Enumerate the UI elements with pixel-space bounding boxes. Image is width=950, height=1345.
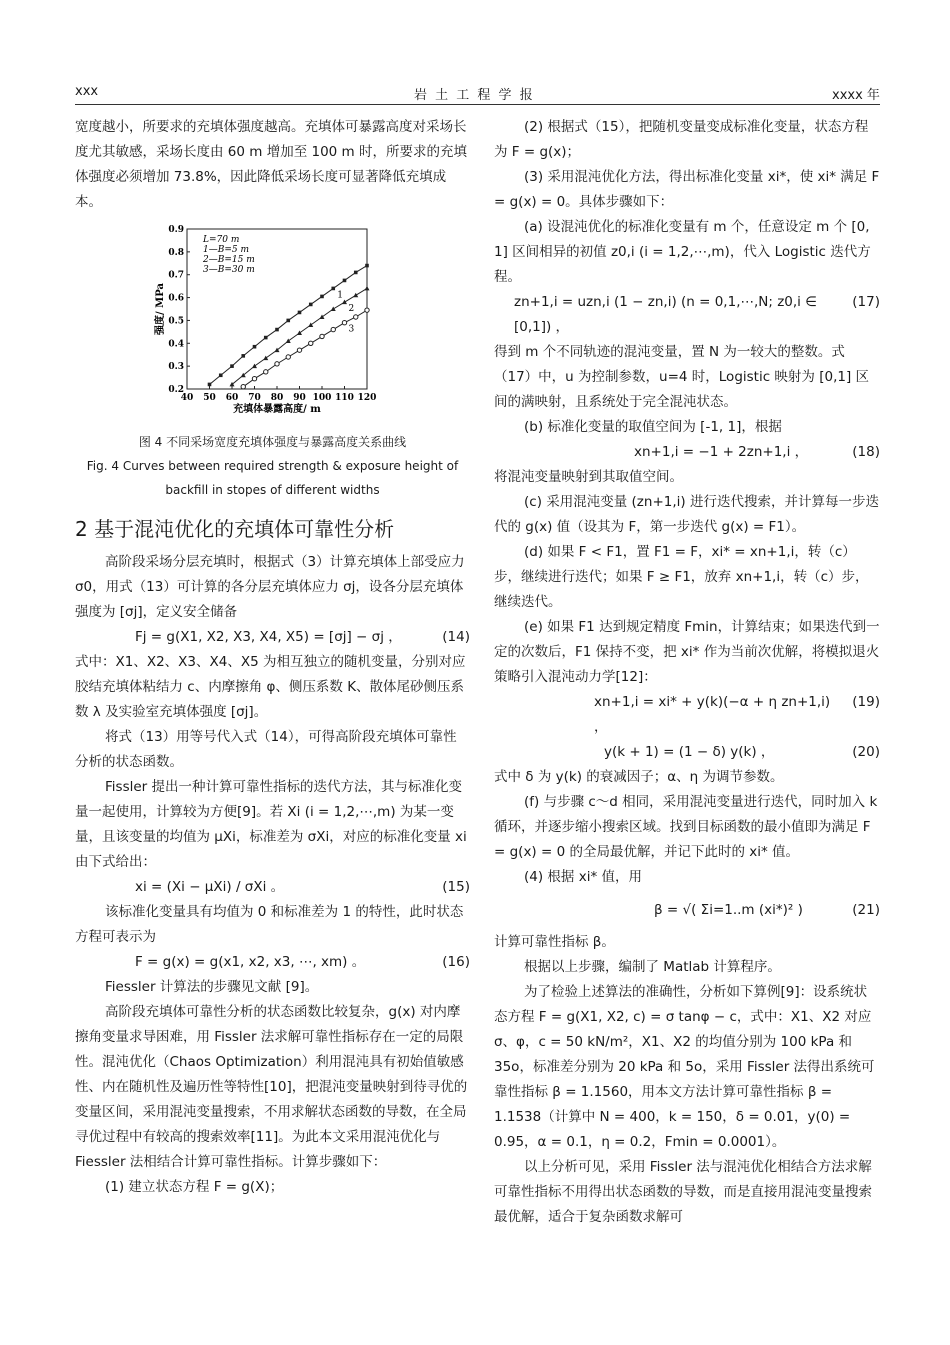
paragraph: (4) 根据 xi* 值，用 xyxy=(524,869,642,885)
data-point xyxy=(241,354,245,358)
equation-number: (21) xyxy=(852,902,880,918)
series-label: 3 xyxy=(348,324,355,335)
paragraph: 该标准化变量具有均值为 0 和标准差为 1 的特性，此时状态方程可表示为 xyxy=(75,904,464,945)
data-point xyxy=(298,311,302,315)
paragraph: (b) 标准化变量的取值空间为 [-1, 1]，根据 xyxy=(524,419,782,435)
data-point xyxy=(320,295,324,299)
data-point xyxy=(286,355,290,359)
equation-body: xi = (Xi − μXi) / σXi 。 xyxy=(135,879,285,895)
equation-number: (19) xyxy=(852,694,880,710)
figure-4 xyxy=(75,221,470,430)
paragraph: 将混沌变量映射到其取值空间。 xyxy=(494,469,683,485)
equation-15 xyxy=(75,875,470,900)
data-point xyxy=(331,307,336,312)
paragraph: 得到 m 个不同轨迹的混沌变量，置 N 为一较大的整数。式（17）中，u 为控制参数，u=4 时，Logistic 映射为 [0,1] 区间的满映射，且系统处于完全混沌状态。 xyxy=(494,344,870,410)
x-tick-label: 110 xyxy=(335,393,354,403)
figure-caption-cn: 图 4 不同采场宽度充填体强度与暴露高度关系曲线 xyxy=(138,435,407,449)
equation-17 xyxy=(494,290,880,340)
data-point xyxy=(208,383,212,387)
paragraph: (e) 如果 F1 达到规定精度 Fmin，计算结束；如果迭代到一定的次数后，F1 保持不变，把 xi* 作为当前次优解，将模拟退火策略引入混沌动力学[12]： xyxy=(494,619,880,685)
x-tick-label: 120 xyxy=(357,393,377,403)
equation-16 xyxy=(75,950,470,975)
right-column xyxy=(494,115,880,1230)
y-tick-label: 0.6 xyxy=(168,293,184,304)
paragraph: (a) 设混沌优化的标准化变量有 m 个，任意设定 m 个 [0, 1] 区间相异的初值 z0,i (i = 1,2,⋯,m)，代入 Logistic 迭代方程。 xyxy=(494,219,871,285)
header-year: xxxx 年 xyxy=(832,88,880,103)
equation-number: (20) xyxy=(852,744,880,760)
series-2-line xyxy=(232,288,367,384)
data-point xyxy=(286,319,290,323)
data-point xyxy=(264,336,268,340)
paragraph: (1) 建立状态方程 F = g(X)； xyxy=(105,1179,284,1195)
paragraph: (f) 与步骤 c～d 相同，采用混沌变量进行迭代，同时加入 k 循环，并逐步缩小搜索区域。找到目标函数的最小值即为满足 F = g(x) = 0 的全局最优解，并记下此时的 xi* 值。 xyxy=(494,794,878,860)
paragraph: 将式（13）用等号代入式（14），可得高阶段充填体可靠性分析的状态函数。 xyxy=(75,729,457,770)
figure-caption-en: Fig. 4 Curves between required strength & exposure height of backfill in stopes of different widths xyxy=(86,459,459,497)
paragraph: 以上分析可见，采用 Fissler 法与混沌优化相结合方法求解可靠性指标不用得出状态函数的导数，而是直接用混沌变量搜索最优解，适合于复杂函数求解可 xyxy=(494,1159,872,1225)
data-point xyxy=(343,279,347,283)
x-tick-label: 100 xyxy=(312,393,332,403)
x-tick-label: 50 xyxy=(203,393,216,403)
data-point xyxy=(219,373,223,377)
paragraph: 宽度越小，所要求的充填体强度越高。充填体可暴露高度对采场长度尤其敏感，采场长度由 60 m 增加至 100 m 时，所要求的充填体强度必须增加 73.8%，因此降低采场长度可显著降低充填成本。 xyxy=(75,119,467,210)
equation-21 xyxy=(494,890,880,930)
y-tick-label: 0.2 xyxy=(168,385,184,395)
header-rule xyxy=(75,104,880,105)
equation-18 xyxy=(494,440,880,465)
equation-number: (18) xyxy=(852,444,880,460)
series-label: 2 xyxy=(348,304,355,315)
paragraph: 式中：X1、X2、X3、X4、X5 为相互独立的随机变量，分别对应胶结充填体粘结力 c、内摩擦角 φ、侧压系数 K、散体尾砂侧压系数 λ 及实验室充填体强度 [σj]。 xyxy=(75,654,466,720)
data-point xyxy=(331,327,335,331)
paragraph: 式中 δ 为 y(k) 的衰减因子；α、η 为调节参数。 xyxy=(494,769,784,785)
data-point xyxy=(365,286,370,291)
equation-body: xn+1,i = −1 + 2zn+1,i ， xyxy=(634,444,809,460)
equation-number: (17) xyxy=(852,294,880,310)
data-point xyxy=(354,271,358,275)
equation-20 xyxy=(494,740,880,765)
header-journal: 岩 土 工 程 学 报 xyxy=(414,88,535,103)
y-tick-label: 0.3 xyxy=(168,362,184,373)
data-point xyxy=(342,321,346,325)
data-point xyxy=(365,264,369,268)
paragraph: (2) 根据式（15），把随机变量变成标准化变量，状态方程为 F = g(x)； xyxy=(494,119,869,160)
equation-body: xn+1,i = xi* + y(k)(−α + η zn+1,i) ， xyxy=(594,694,831,735)
paragraph: (d) 如果 F < F1，置 F1 = F，xi* = xn+1,i，转（c）步，继续进行迭代；如果 F ≥ F1，放弃 xn+1,i，转（c）步，继续迭代。 xyxy=(494,544,869,610)
equation-number: (16) xyxy=(442,954,470,970)
equation-body: β = √( Σi=1..m (xi*)² ) xyxy=(654,902,803,918)
equation-14 xyxy=(75,625,470,650)
data-point xyxy=(353,293,358,298)
legend-entry: 2—B=15 m xyxy=(203,255,255,265)
equation-19 xyxy=(494,690,880,740)
equation-number: (15) xyxy=(442,879,470,895)
x-tick-label: 70 xyxy=(248,393,261,403)
header-left: xxx xyxy=(75,84,99,99)
section-title: 2 基于混沌优化的充填体可靠性分析 xyxy=(75,517,395,541)
y-tick-label: 0.8 xyxy=(168,247,184,258)
equation-number: (14) xyxy=(442,629,470,645)
paragraph: 高阶段采场分层充填时，根据式（3）计算充填体上部受应力 σ0，用式（13）可计算的各分层充填体应力 σj，设各分层充填体强度为 [σj]，定义安全储备 xyxy=(75,554,465,620)
legend-entry: 3—B=30 m xyxy=(203,265,255,275)
data-point xyxy=(252,377,256,381)
equation-body: Fj = g(X1, X2, X3, X4, X5) = [σj] − σj ， xyxy=(135,629,402,645)
x-tick-label: 90 xyxy=(293,393,306,403)
x-axis-label: 充填体暴露高度/ m xyxy=(233,404,321,415)
data-point xyxy=(241,385,245,389)
data-point xyxy=(309,341,313,345)
paragraph: 高阶段充填体可靠性分析的状态函数比较复杂，g(x) 对内摩擦角变量求导困难，用 Fissler 法求解可靠性指标存在一定的局限性。混沌优化（Chaos Optimization）利用混沌具有初始值敏感性、内在随机性及遍历性等特性[10]，把混沌变量映射到待寻优的变量区间，采用混沌变量搜索，不用求解状态函数的导数，在全局寻优过程中有较高的搜索效率[11]。为此本文采用混沌优化与 Fiessler 法相结合计算可靠性指标。计算步骤如下： xyxy=(75,1004,468,1170)
data-point xyxy=(275,328,279,332)
data-point xyxy=(253,345,257,349)
data-point xyxy=(365,308,369,312)
paragraph: Fiessler 计算法的步骤见文献 [9]。 xyxy=(105,979,319,995)
x-tick-label: 40 xyxy=(180,393,194,403)
series-3-line xyxy=(243,310,367,387)
data-point xyxy=(354,315,358,319)
paragraph: 根据以上步骤，编制了 Matlab 计算程序。 xyxy=(524,959,781,975)
data-point xyxy=(309,303,313,307)
series-label: 1 xyxy=(337,290,343,301)
y-tick-label: 0.9 xyxy=(168,225,184,235)
paragraph: 计算可靠性指标 β。 xyxy=(494,934,615,950)
data-point xyxy=(320,334,324,338)
paragraph: (3) 采用混沌优化方法，得出标准化变量 xi*，使 xi* 满足 F = g(x) = 0。具体步骤如下： xyxy=(494,169,880,210)
left-column xyxy=(75,115,470,1200)
data-point xyxy=(297,348,301,352)
data-point xyxy=(275,362,279,366)
y-tick-label: 0.4 xyxy=(168,339,184,350)
data-point xyxy=(264,370,268,374)
x-tick-label: 80 xyxy=(270,393,284,403)
paragraph: 为了检验上述算法的准确性，分析如下算例[9]：设系统状态方程 F = g(X1, X2, c) = σ tanφ − c，式中：X1、X2 对应 σ、φ，c = 50 kN/m²，X1、X2 的均值分别为 100 kPa 和 35o，标准差分别为 20 kPa 和 5o，采用 Fissler 法得出系统可靠性指标 β = 1.1560，用本文方法计算可靠性指标 β = 1.1538（计算中 N = 400，k = 150，δ = 0.01，y(0) = 0.95，α = 0.1，η = 0.2，Fmin = 0.0001）。 xyxy=(494,984,875,1150)
equation-body: y(k + 1) = (1 − δ) y(k) ， xyxy=(604,744,775,760)
y-tick-label: 0.7 xyxy=(168,270,184,281)
y-tick-label: 0.5 xyxy=(168,316,184,327)
chart xyxy=(75,221,470,421)
data-point xyxy=(230,364,234,368)
x-tick-label: 60 xyxy=(225,393,239,403)
y-axis-label: 强度/ MPa xyxy=(155,283,166,335)
legend-entry: 1—B=5 m xyxy=(203,245,250,255)
equation-body: zn+1,i = uzn,i (1 − zn,i) (n = 0,1,⋯,N; z0,i ∈ [0,1]) ， xyxy=(514,294,817,335)
legend-entry: L=70 m xyxy=(203,235,240,245)
equation-body: F = g(x) = g(x1, x2, x3, ⋯, xm) 。 xyxy=(135,954,366,970)
data-point xyxy=(331,287,335,291)
paragraph: Fissler 提出一种计算可靠性指标的迭代方法，其与标准化变量一起使用，计算较为方便[9]。若 Xi (i = 1,2,⋯,m) 为某一变量，且该变量的均值为 μXi，标准差为 σXi，对应的标准化变量 xi 由下式给出： xyxy=(75,779,467,870)
paragraph: (c) 采用混沌变量 (zn+1,i) 进行迭代搜索，并计算每一步迭代的 g(x) 值（设其为 F，第一步迭代 g(x) = F1）。 xyxy=(494,494,879,535)
